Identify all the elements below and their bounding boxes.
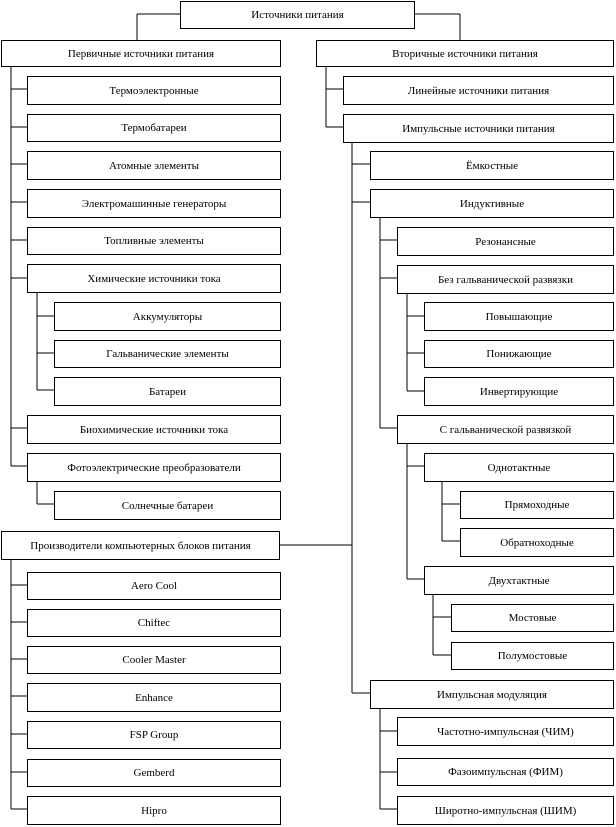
node-accumulators: Аккумуляторы	[54, 302, 281, 331]
node-fsp-group: FSP Group	[27, 721, 281, 749]
node-pulse-modulation: Импульсная модуляция	[370, 680, 614, 709]
node-cooler-master: Cooler Master	[27, 646, 281, 674]
node-power-sources: Источники питания	[180, 1, 415, 29]
node-electromechanical-generators: Электромашинные генераторы	[27, 189, 281, 218]
node-aero-cool: Aero Cool	[27, 572, 281, 600]
node-thermobatteries: Термобатареи	[27, 114, 281, 142]
node-single-ended: Однотактные	[424, 453, 614, 482]
node-fuel-cells: Топливные элементы	[27, 227, 281, 255]
node-secondary-sources: Вторичные источники питания	[316, 40, 614, 67]
node-pulse-sources: Импульсные источники питания	[343, 114, 614, 143]
node-non-isolated: Без гальванической развязки	[397, 265, 614, 294]
node-hipro: Hipro	[27, 796, 281, 825]
node-atomic-elements: Атомные элементы	[27, 151, 281, 180]
node-thermionic: Термоэлектронные	[27, 76, 281, 105]
node-galvanic-cells: Гальванические элементы	[54, 340, 281, 368]
node-capacitive: Ёмкостные	[370, 151, 614, 180]
node-half-bridge: Полумостовые	[451, 642, 614, 670]
node-ppm: Фазоимпульсная (ФИМ)	[397, 758, 614, 786]
node-psu-manufacturers: Производители компьютерных блоков питания	[1, 531, 280, 560]
node-solar-batteries: Солнечные батареи	[54, 491, 281, 520]
node-buck: Понижающие	[424, 340, 614, 368]
node-resonant: Резонансные	[397, 227, 614, 256]
node-boost: Повышающие	[424, 302, 614, 331]
node-flyback: Обратноходные	[460, 528, 614, 557]
node-biochemical-sources: Биохимические источники тока	[27, 415, 281, 444]
node-linear-sources: Линейные источники питания	[343, 76, 614, 105]
node-primary-sources: Первичные источники питания	[1, 40, 281, 67]
node-inductive: Индуктивные	[370, 189, 614, 218]
node-isolated: С гальванической развязкой	[397, 415, 614, 444]
node-gemberd: Gemberd	[27, 759, 281, 787]
node-pwm: Широтно-импульсная (ШИМ)	[397, 796, 614, 825]
node-photoelectric-converters: Фотоэлектрические преобразователи	[27, 453, 281, 482]
node-enhance: Enhance	[27, 683, 281, 712]
node-forward: Прямоходные	[460, 491, 614, 519]
node-chiftec: Chiftec	[27, 609, 281, 637]
node-pfm: Частотно-импульсная (ЧИМ)	[397, 717, 614, 746]
node-chemical-sources: Химические источники тока	[27, 264, 281, 293]
node-inverting: Инвертирующие	[424, 377, 614, 406]
node-full-bridge: Мостовые	[451, 604, 614, 632]
node-push-pull: Двухтактные	[424, 566, 614, 595]
node-batteries: Батареи	[54, 377, 281, 406]
